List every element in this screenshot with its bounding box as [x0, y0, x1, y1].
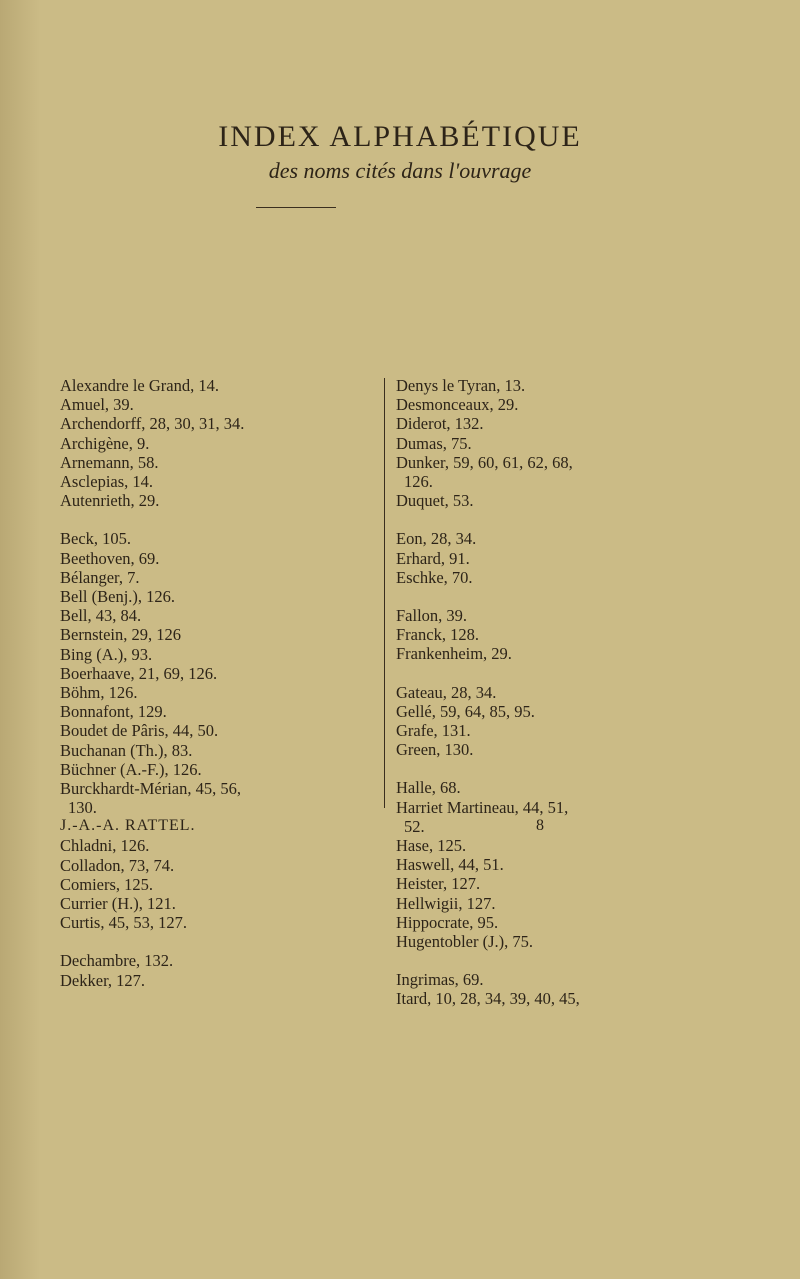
index-entry: Büchner (A.-F.), 126.	[60, 759, 202, 779]
index-entry: Boerhaave, 21, 69, 126.	[60, 663, 218, 683]
index-entry: Bélanger, 7.	[60, 567, 140, 587]
index-entry: Frankenheim, 29.	[396, 644, 512, 664]
index-entry: Itard, 10, 28, 34, 39, 40, 45,	[396, 989, 580, 1009]
index-letter-group	[396, 606, 756, 664]
column-divider	[384, 378, 385, 808]
index-entry: Beck, 105.	[60, 529, 132, 549]
index-entry: Hugentobler (J.), 75.	[396, 932, 534, 952]
index-entry: Burckhardt-Mérian, 45, 56,	[60, 779, 241, 799]
index-letter-group	[60, 836, 380, 932]
index-entry: Comiers, 125.	[60, 874, 154, 894]
index-entry: Erhard, 91.	[396, 548, 470, 568]
index-entry: Gateau, 28, 34.	[396, 682, 497, 702]
index-entry: Amuel, 39.	[60, 395, 134, 415]
index-entry: Halle, 68.	[396, 778, 461, 798]
index-entry: Curtis, 45, 53, 127.	[60, 913, 187, 933]
index-entry: 130.	[68, 798, 97, 818]
index-entry: Desmonceaux, 29.	[396, 395, 519, 415]
index-entry: Bernstein, 29, 126	[60, 625, 181, 645]
index-left-column	[60, 376, 380, 1009]
index-entry: Grafe, 131.	[396, 721, 471, 741]
index-entry: Hippocrate, 95.	[396, 912, 499, 932]
index-entry: Chladni, 126.	[60, 836, 150, 856]
index-entry: Green, 130.	[396, 740, 474, 760]
index-entry: Fallon, 39.	[396, 606, 468, 626]
index-entry: Harriet Martineau, 44, 51,	[396, 797, 569, 817]
index-entry: Bonnafont, 129.	[60, 702, 167, 722]
index-letter-group	[396, 376, 756, 510]
index-entry: Asclepias, 14.	[60, 472, 154, 492]
page-subtitle: des noms cités dans l'ouvrage	[268, 158, 532, 183]
index-entry: Diderot, 132.	[396, 414, 484, 434]
index-entry: Alexandre le Grand, 14.	[60, 376, 219, 395]
index-entry: Hellwigii, 127.	[396, 893, 496, 913]
index-entry: Denys le Tyran, 13.	[396, 376, 526, 395]
index-entry: Archigène, 9.	[60, 433, 150, 453]
index-entry: Duquet, 53.	[396, 491, 474, 511]
page-title: INDEX ALPHABÉTIQUE	[218, 120, 582, 153]
index-entry: Bell, 43, 84.	[60, 606, 142, 626]
index-entry: Franck, 128.	[396, 625, 479, 645]
index-entry: Dumas, 75.	[396, 433, 472, 453]
index-letter-group	[396, 529, 756, 587]
index-entry: Gellé, 59, 64, 85, 95.	[396, 701, 535, 721]
index-entry: 126.	[404, 472, 433, 492]
index-entry: Hase, 125.	[396, 836, 467, 856]
page-number: 8	[536, 817, 544, 834]
index-entry: Arnemann, 58.	[60, 452, 159, 472]
index-letter-group	[60, 376, 380, 510]
index-entry: Haswell, 44, 51.	[396, 855, 504, 875]
index-letter-group	[396, 683, 756, 760]
index-letter-group	[396, 778, 756, 951]
index-right-column	[396, 376, 756, 1028]
index-entry: Archendorff, 28, 30, 31, 34.	[60, 414, 245, 434]
index-entry: Currier (H.), 121.	[60, 894, 176, 914]
index-letter-group	[60, 951, 380, 989]
index-letter-group	[60, 529, 380, 817]
index-entry: Heister, 127.	[396, 874, 481, 894]
index-entry: Boudet de Pâris, 44, 50.	[60, 721, 219, 741]
index-entry: Bell (Benj.), 126.	[60, 587, 176, 607]
index-entry: Dunker, 59, 60, 61, 62, 68,	[396, 452, 573, 472]
index-entry: Böhm, 126.	[60, 683, 138, 703]
index-entry: Eon, 28, 34.	[396, 529, 477, 549]
index-entry: 52.	[404, 816, 425, 836]
page-edge-shadow	[0, 0, 40, 1279]
footer-signature: J.-A.-A. RATTEL.	[60, 817, 196, 834]
title-rule	[256, 207, 336, 208]
index-entry: Ingrimas, 69.	[396, 970, 484, 990]
index-entry: Colladon, 73, 74.	[60, 855, 175, 875]
index-entry: Dekker, 127.	[60, 970, 146, 990]
index-entry: Autenrieth, 29.	[60, 491, 160, 511]
index-entry: Beethoven, 69.	[60, 548, 160, 568]
index-entry: Bing (A.), 93.	[60, 644, 153, 664]
index-letter-group	[396, 970, 756, 1008]
index-entry: Dechambre, 132.	[60, 951, 174, 971]
index-entry: Buchanan (Th.), 83.	[60, 740, 193, 760]
index-entry: Eschke, 70.	[396, 567, 473, 587]
